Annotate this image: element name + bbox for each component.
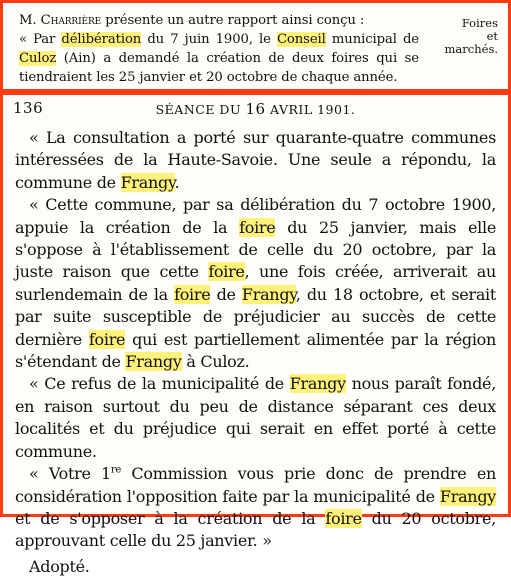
running-head-suffix: AVRIL 1901. xyxy=(265,102,356,117)
running-head xyxy=(13,100,498,118)
quote-text-1: du 7 juin 1900, le xyxy=(141,32,277,47)
margin-note-line-1: Foires xyxy=(461,16,498,30)
highlight-frangy: Frangy xyxy=(241,284,296,304)
highlight-frangy: Frangy xyxy=(125,352,182,372)
p1-text-b: . xyxy=(174,172,180,192)
quote-open: « Par xyxy=(19,32,62,47)
top-panel xyxy=(0,0,511,92)
p2-text-g: à Culoz. xyxy=(181,352,250,372)
highlight-foire: foire xyxy=(239,217,276,237)
highlight-frangy: Frangy xyxy=(289,374,346,394)
p3-text-a: « Ce refus de la municipalité de xyxy=(29,374,290,394)
highlight-foire: foire xyxy=(174,284,211,304)
speaker-name: M. Charrière xyxy=(19,13,102,28)
p3-text-b: nous paraît fondé, en raison surtout du peu de distance séparant ces deux localités et du préjudice qui serait en effet porté à cette commune. xyxy=(15,374,496,461)
paragraph-1 xyxy=(15,127,496,194)
running-head-prefix: SÉANCE DU xyxy=(155,102,246,117)
p4-text-a: « Votre 1 xyxy=(29,464,111,484)
p2-text-f: qui est partiellement alimentée par la région s'étendant de xyxy=(15,329,496,372)
page-number: 136 xyxy=(13,99,44,117)
highlight-frangy: Frangy xyxy=(120,172,175,192)
p4-text-b: Commission vous prie donc de prendre en considération l'opposition faite par la municipalité de xyxy=(15,464,496,506)
intro-text: présente un autre rapport ainsi conçu : xyxy=(101,13,365,28)
top-quote xyxy=(19,30,419,87)
top-report-text xyxy=(19,11,419,87)
highlight-conseil: Conseil xyxy=(276,32,326,47)
paragraph-4 xyxy=(15,463,496,553)
margin-note xyxy=(432,17,498,56)
p2-text-a: « Cette commune, par sa délibération du 7 octobre 1900, appuie la création de la xyxy=(15,195,496,237)
running-head-day: 16 xyxy=(245,100,266,118)
highlight-deliberation: délibération xyxy=(61,32,142,47)
page-header xyxy=(13,99,498,123)
highlight-frangy: Frangy xyxy=(439,486,496,506)
p2-text-c: , une fois créée, arriverait au surlendemain de la xyxy=(15,262,496,304)
highlight-foire: foire xyxy=(325,508,362,528)
highlight-foire: foire xyxy=(208,262,245,282)
p2-text-d: de xyxy=(210,284,242,304)
p2-text-e: , du 18 octobre, et serait par suite susceptible de préjudicier au succès de cette dernière xyxy=(15,284,497,349)
session-text xyxy=(15,127,496,578)
p4-text-d: du 20 octobre, approuvant celle du 25 janvier. » xyxy=(15,508,496,551)
top-intro-line xyxy=(19,11,419,30)
paragraph-2 xyxy=(15,194,496,373)
highlight-culoz: Culoz xyxy=(19,51,57,66)
margin-note-line-2: et marchés. xyxy=(444,29,498,56)
paragraph-3 xyxy=(15,373,496,463)
quote-text-2: municipal de xyxy=(325,32,419,47)
adopted-note: Adopté. xyxy=(29,556,90,576)
p1-text-a: « La consultation a porté sur quarante-quatre communes intéressées de la Haute-Savoie. Une seule a répondu, la commune de xyxy=(15,128,496,192)
quote-text-3: (Ain) a demandé la création de deux foires qui se tiendraient les 25 janvier et 20 octobre de chaque année. xyxy=(19,51,419,85)
bottom-panel xyxy=(0,92,511,576)
ordinal-superscript: re xyxy=(110,464,122,476)
p4-text-c: et de s'opposer à la création de la xyxy=(15,508,326,528)
highlight-foire: foire xyxy=(88,329,126,349)
p2-text-b: du 25 janvier, mais elle s'oppose à l'établissement de celle du 20 octobre, par la juste raison que cette xyxy=(15,217,496,282)
